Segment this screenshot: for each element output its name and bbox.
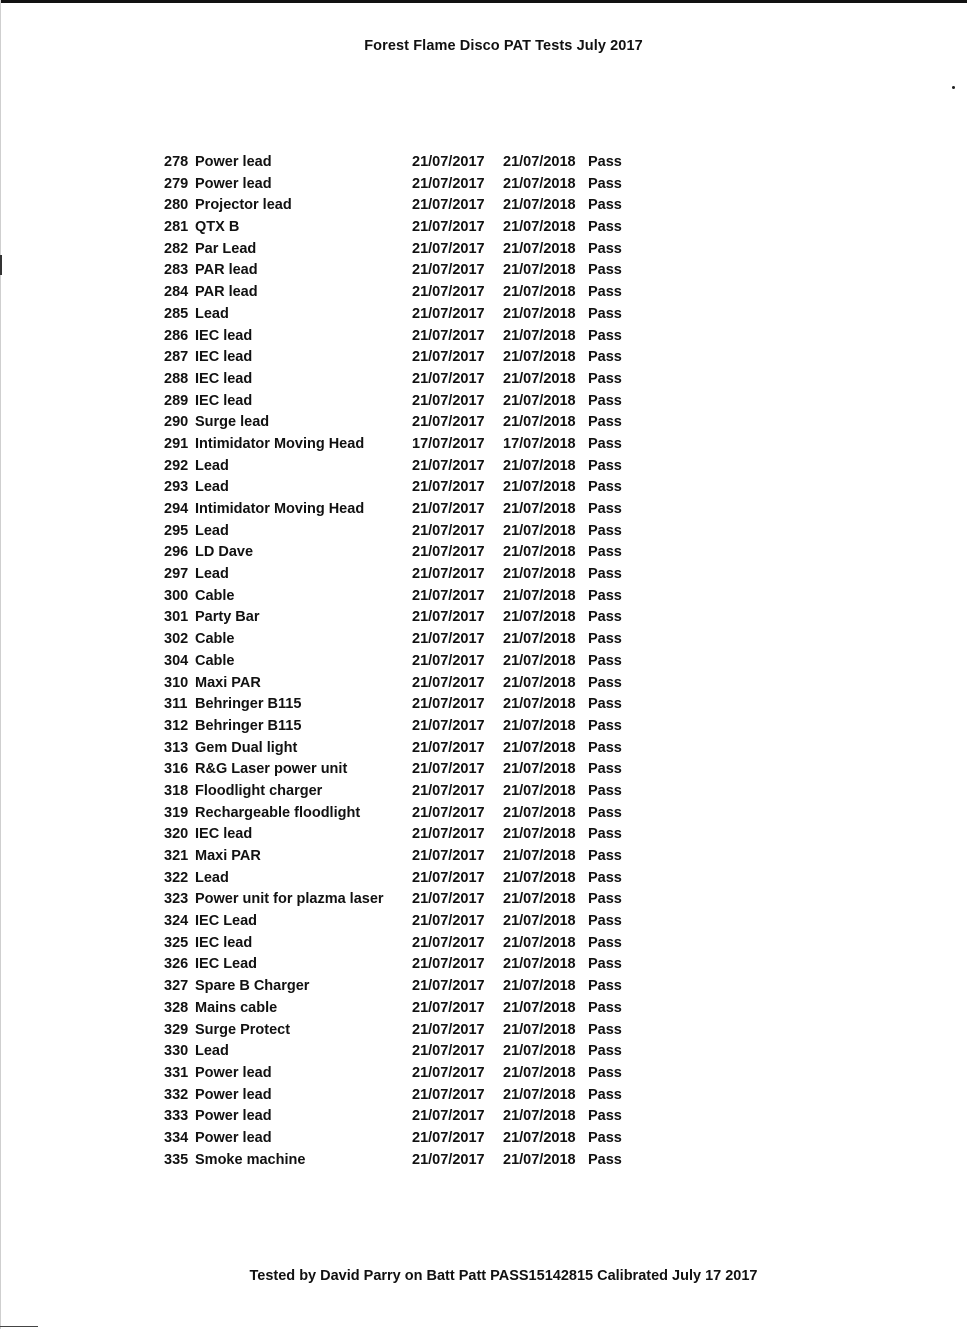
test-result: Pass — [588, 978, 622, 995]
test-result: Pass — [588, 435, 622, 452]
item-number: 331 — [164, 1064, 189, 1081]
item-number: 312 — [164, 717, 189, 734]
test-date: 21/07/2017 — [412, 457, 485, 474]
test-date: 21/07/2017 — [412, 609, 485, 626]
table-row — [164, 846, 624, 868]
test-result: Pass — [588, 219, 622, 236]
item-description: Lead — [195, 869, 229, 886]
retest-date: 21/07/2018 — [503, 999, 576, 1016]
test-date: 21/07/2017 — [412, 717, 485, 734]
item-number: 279 — [164, 175, 189, 192]
test-result: Pass — [588, 457, 622, 474]
test-date: 21/07/2017 — [412, 1064, 485, 1081]
table-row — [164, 412, 624, 434]
item-number: 333 — [164, 1108, 189, 1125]
test-date: 17/07/2017 — [412, 435, 485, 452]
test-date: 21/07/2017 — [412, 349, 485, 366]
table-row — [164, 217, 624, 239]
test-result: Pass — [588, 804, 622, 821]
table-row — [164, 152, 624, 174]
test-date: 21/07/2017 — [412, 370, 485, 387]
test-result: Pass — [588, 674, 622, 691]
test-result: Pass — [588, 197, 622, 214]
item-number: 281 — [164, 219, 189, 236]
table-row — [164, 976, 624, 998]
item-description: Maxi PAR — [195, 848, 261, 864]
test-date: 21/07/2017 — [412, 1021, 485, 1038]
retest-date: 21/07/2018 — [503, 652, 576, 669]
table-row — [164, 824, 624, 846]
test-date: 21/07/2017 — [412, 891, 485, 908]
item-number: 319 — [164, 804, 189, 821]
scan-bottom-mark — [0, 1326, 38, 1327]
table-row — [164, 607, 624, 629]
table-row — [164, 1041, 624, 1063]
test-date: 21/07/2017 — [412, 674, 485, 691]
item-description: Cable — [195, 631, 235, 648]
test-date: 21/07/2017 — [412, 284, 485, 301]
item-description: Intimidator Moving Head — [195, 501, 365, 517]
retest-date: 21/07/2018 — [503, 305, 576, 322]
item-description: Par Lead — [195, 240, 257, 257]
table-row — [164, 195, 624, 217]
item-description: Behringer B115 — [195, 717, 302, 734]
item-number: 296 — [164, 544, 189, 561]
item-number: 288 — [164, 370, 189, 387]
table-row — [164, 673, 624, 695]
test-date: 21/07/2017 — [412, 631, 485, 648]
item-number: 282 — [164, 240, 189, 257]
test-date: 21/07/2017 — [412, 913, 485, 930]
retest-date: 21/07/2018 — [503, 1086, 576, 1103]
test-result: Pass — [588, 913, 622, 930]
test-result: Pass — [588, 566, 622, 583]
item-number: 290 — [164, 414, 189, 431]
item-number: 332 — [164, 1086, 189, 1103]
retest-date: 21/07/2018 — [503, 1129, 576, 1146]
table-row — [164, 868, 624, 890]
item-description: Lead — [195, 479, 229, 496]
retest-date: 21/07/2018 — [503, 739, 576, 756]
retest-date: 21/07/2018 — [503, 761, 576, 778]
test-result: Pass — [588, 1108, 622, 1125]
retest-date: 21/07/2018 — [503, 219, 576, 236]
test-date: 21/07/2017 — [412, 782, 485, 799]
table-row — [164, 586, 624, 608]
test-result: Pass — [588, 327, 622, 344]
item-description: Lead — [195, 1043, 229, 1060]
item-description: Spare B Charger — [195, 978, 310, 995]
item-number: 294 — [164, 501, 189, 517]
table-row — [164, 738, 624, 760]
table-row — [164, 369, 624, 391]
test-result: Pass — [588, 284, 622, 301]
test-result: Pass — [588, 869, 622, 886]
item-number: 325 — [164, 934, 189, 951]
retest-date: 21/07/2018 — [503, 869, 576, 886]
table-row — [164, 933, 624, 955]
item-number: 293 — [164, 479, 189, 496]
table-row — [164, 911, 624, 933]
item-number: 323 — [164, 891, 189, 908]
test-date: 21/07/2017 — [412, 240, 485, 257]
item-description: IEC lead — [195, 370, 253, 387]
test-date: 21/07/2017 — [412, 566, 485, 583]
item-number: 327 — [164, 978, 189, 995]
test-date: 21/07/2017 — [412, 501, 485, 517]
test-result: Pass — [588, 739, 622, 756]
item-number: 310 — [164, 674, 189, 691]
retest-date: 21/07/2018 — [503, 782, 576, 799]
retest-date: 21/07/2018 — [503, 1151, 576, 1168]
test-result: Pass — [588, 1021, 622, 1038]
item-description: Projector lead — [195, 197, 292, 214]
table-row — [164, 477, 624, 499]
table-row — [164, 629, 624, 651]
item-number: 285 — [164, 305, 189, 322]
item-description: IEC Lead — [195, 956, 258, 973]
test-date: 21/07/2017 — [412, 652, 485, 669]
item-number: 335 — [164, 1151, 189, 1168]
item-description: Surge lead — [195, 414, 270, 431]
table-row — [164, 434, 624, 456]
test-date: 21/07/2017 — [412, 392, 485, 409]
test-result: Pass — [588, 175, 622, 192]
table-row — [164, 564, 624, 586]
table-row — [164, 347, 624, 369]
retest-date: 21/07/2018 — [503, 1021, 576, 1038]
item-description: Mains cable — [195, 999, 278, 1016]
table-row — [164, 803, 624, 825]
item-description: Power lead — [195, 1108, 272, 1125]
retest-date: 21/07/2018 — [503, 284, 576, 301]
test-result: Pass — [588, 1043, 622, 1060]
item-number: 320 — [164, 826, 189, 843]
item-number: 311 — [164, 696, 188, 713]
item-description: Power lead — [195, 154, 272, 170]
test-date: 21/07/2017 — [412, 544, 485, 561]
test-date: 21/07/2017 — [412, 999, 485, 1016]
retest-date: 21/07/2018 — [503, 240, 576, 257]
item-number: 330 — [164, 1043, 189, 1060]
test-date: 21/07/2017 — [412, 197, 485, 214]
item-description: Smoke machine — [195, 1151, 306, 1168]
retest-date: 21/07/2018 — [503, 392, 576, 409]
test-result: Pass — [588, 956, 622, 973]
item-number: 318 — [164, 782, 189, 799]
retest-date: 21/07/2018 — [503, 414, 576, 431]
item-number: 304 — [164, 652, 189, 669]
test-date: 21/07/2017 — [412, 869, 485, 886]
item-number: 292 — [164, 457, 189, 474]
test-result: Pass — [588, 934, 622, 951]
test-date: 21/07/2017 — [412, 522, 485, 539]
retest-date: 21/07/2018 — [503, 674, 576, 691]
item-description: QTX B — [195, 219, 240, 236]
table-row — [164, 694, 624, 716]
item-description: Gem Dual light — [195, 739, 298, 756]
table-row — [164, 716, 624, 738]
retest-date: 21/07/2018 — [503, 370, 576, 387]
test-date: 21/07/2017 — [412, 1043, 485, 1060]
item-description: IEC lead — [195, 349, 253, 366]
test-result: Pass — [588, 544, 622, 561]
test-date: 21/07/2017 — [412, 175, 485, 192]
test-date: 21/07/2017 — [412, 956, 485, 973]
item-number: 295 — [164, 522, 189, 539]
item-number: 286 — [164, 327, 189, 344]
item-number: 302 — [164, 631, 189, 648]
retest-date: 21/07/2018 — [503, 696, 576, 713]
retest-date: 21/07/2018 — [503, 913, 576, 930]
test-result: Pass — [588, 522, 622, 539]
page-footer: Tested by David Parry on Batt Patt PASS15142815 Calibrated July 17 2017 — [249, 1268, 758, 1284]
test-date: 21/07/2017 — [412, 414, 485, 431]
retest-date: 21/07/2018 — [503, 1064, 576, 1081]
item-description: Floodlight charger — [195, 782, 323, 799]
item-number: 326 — [164, 956, 189, 973]
retest-date: 21/07/2018 — [503, 1043, 576, 1060]
retest-date: 21/07/2018 — [503, 154, 576, 170]
test-date: 21/07/2017 — [412, 826, 485, 843]
test-result: Pass — [588, 761, 622, 778]
test-date: 21/07/2017 — [412, 262, 485, 279]
table-row — [164, 1020, 624, 1042]
retest-date: 21/07/2018 — [503, 978, 576, 995]
test-result: Pass — [588, 240, 622, 257]
test-result: Pass — [588, 609, 622, 626]
item-number: 283 — [164, 262, 189, 279]
item-description: Lead — [195, 566, 229, 583]
item-description: LD Dave — [195, 544, 254, 561]
test-date: 21/07/2017 — [412, 804, 485, 821]
retest-date: 21/07/2018 — [503, 175, 576, 192]
test-result: Pass — [588, 1064, 622, 1081]
retest-date: 21/07/2018 — [503, 544, 576, 561]
item-number: 278 — [164, 154, 189, 170]
item-number: 297 — [164, 566, 189, 583]
retest-date: 21/07/2018 — [503, 956, 576, 973]
test-date: 21/07/2017 — [412, 479, 485, 496]
test-result: Pass — [588, 999, 622, 1016]
item-description: Lead — [195, 305, 229, 322]
scan-top-edge — [0, 0, 967, 3]
item-description: Rechargeable floodlight — [195, 804, 361, 821]
retest-date: 21/07/2018 — [503, 566, 576, 583]
test-result: Pass — [588, 479, 622, 496]
item-number: 284 — [164, 284, 189, 301]
item-number: 334 — [164, 1129, 189, 1146]
item-description: IEC lead — [195, 392, 253, 409]
item-number: 322 — [164, 869, 189, 886]
test-date: 21/07/2017 — [412, 305, 485, 322]
table-row — [164, 521, 624, 543]
test-result: Pass — [588, 891, 622, 908]
item-description: Power lead — [195, 1129, 272, 1146]
test-result: Pass — [588, 587, 622, 604]
item-description: Party Bar — [195, 609, 260, 626]
test-result: Pass — [588, 370, 622, 387]
test-date: 21/07/2017 — [412, 587, 485, 604]
item-description: Maxi PAR — [195, 674, 261, 691]
table-row — [164, 889, 624, 911]
test-result: Pass — [588, 414, 622, 431]
table-row — [164, 1106, 624, 1128]
test-date: 21/07/2017 — [412, 696, 485, 713]
test-date: 21/07/2017 — [412, 327, 485, 344]
item-number: 280 — [164, 197, 189, 214]
item-description: IEC Lead — [195, 913, 258, 930]
table-row — [164, 1085, 624, 1107]
item-description: Behringer B115 — [195, 696, 302, 713]
item-description: Power lead — [195, 1064, 272, 1081]
item-number: 313 — [164, 739, 189, 756]
item-description: IEC lead — [195, 327, 253, 344]
test-result: Pass — [588, 305, 622, 322]
test-date: 21/07/2017 — [412, 978, 485, 995]
test-date: 21/07/2017 — [412, 934, 485, 951]
retest-date: 21/07/2018 — [503, 479, 576, 496]
test-result: Pass — [588, 826, 622, 843]
test-result: Pass — [588, 1086, 622, 1103]
test-result: Pass — [588, 1151, 622, 1168]
item-number: 328 — [164, 999, 189, 1016]
retest-date: 21/07/2018 — [503, 197, 576, 214]
item-description: IEC lead — [195, 934, 253, 951]
page-title: Forest Flame Disco PAT Tests July 2017 — [364, 38, 643, 54]
table-row — [164, 239, 624, 261]
item-number: 300 — [164, 587, 189, 604]
item-description: Cable — [195, 652, 235, 669]
table-row — [164, 391, 624, 413]
item-description: Power lead — [195, 1086, 272, 1103]
item-number: 287 — [164, 349, 189, 366]
test-result: Pass — [588, 1129, 622, 1146]
item-description: IEC lead — [195, 826, 253, 843]
test-result: Pass — [588, 349, 622, 366]
retest-date: 17/07/2018 — [503, 435, 576, 452]
item-number: 321 — [164, 848, 189, 864]
test-result: Pass — [588, 262, 622, 279]
test-date: 21/07/2017 — [412, 154, 485, 170]
test-date: 21/07/2017 — [412, 739, 485, 756]
item-number: 289 — [164, 392, 189, 409]
retest-date: 21/07/2018 — [503, 934, 576, 951]
scan-left-mark — [0, 255, 2, 275]
item-description: PAR lead — [195, 284, 258, 301]
retest-date: 21/07/2018 — [503, 587, 576, 604]
table-row — [164, 456, 624, 478]
test-date: 21/07/2017 — [412, 1108, 485, 1125]
test-result: Pass — [588, 696, 622, 713]
retest-date: 21/07/2018 — [503, 804, 576, 821]
pat-test-table — [164, 152, 624, 1171]
retest-date: 21/07/2018 — [503, 1108, 576, 1125]
table-row — [164, 542, 624, 564]
table-row — [164, 174, 624, 196]
scan-left-edge — [0, 0, 1, 1329]
table-row — [164, 260, 624, 282]
retest-date: 21/07/2018 — [503, 717, 576, 734]
test-result: Pass — [588, 717, 622, 734]
table-row — [164, 499, 624, 521]
item-description: Lead — [195, 457, 229, 474]
retest-date: 21/07/2018 — [503, 826, 576, 843]
test-result: Pass — [588, 501, 622, 517]
table-row — [164, 1150, 624, 1172]
item-number: 329 — [164, 1021, 189, 1038]
item-description: Lead — [195, 522, 229, 539]
test-result: Pass — [588, 154, 622, 170]
table-row — [164, 759, 624, 781]
table-row — [164, 326, 624, 348]
retest-date: 21/07/2018 — [503, 501, 576, 517]
item-number: 291 — [164, 435, 189, 452]
test-result: Pass — [588, 392, 622, 409]
test-date: 21/07/2017 — [412, 1086, 485, 1103]
item-description: Cable — [195, 587, 235, 604]
item-number: 301 — [164, 609, 189, 626]
retest-date: 21/07/2018 — [503, 349, 576, 366]
table-row — [164, 998, 624, 1020]
retest-date: 21/07/2018 — [503, 891, 576, 908]
item-description: Surge Protect — [195, 1021, 291, 1038]
retest-date: 21/07/2018 — [503, 327, 576, 344]
item-number: 324 — [164, 913, 189, 930]
item-number: 316 — [164, 761, 189, 778]
table-row — [164, 1063, 624, 1085]
test-result: Pass — [588, 652, 622, 669]
test-result: Pass — [588, 631, 622, 648]
test-date: 21/07/2017 — [412, 219, 485, 236]
table-row — [164, 304, 624, 326]
test-result: Pass — [588, 848, 622, 864]
test-date: 21/07/2017 — [412, 761, 485, 778]
retest-date: 21/07/2018 — [503, 848, 576, 864]
item-description: Power unit for plazma laser — [195, 891, 384, 908]
retest-date: 21/07/2018 — [503, 609, 576, 626]
item-description: PAR lead — [195, 262, 258, 279]
retest-date: 21/07/2018 — [503, 262, 576, 279]
item-description: Intimidator Moving Head — [195, 435, 365, 452]
test-date: 21/07/2017 — [412, 848, 485, 864]
retest-date: 21/07/2018 — [503, 522, 576, 539]
scan-speck — [952, 86, 955, 89]
item-description: R&G Laser power unit — [195, 761, 348, 778]
test-date: 21/07/2017 — [412, 1129, 485, 1146]
table-row — [164, 781, 624, 803]
table-row — [164, 954, 624, 976]
table-row — [164, 282, 624, 304]
item-description: Power lead — [195, 175, 272, 192]
test-result: Pass — [588, 782, 622, 799]
test-date: 21/07/2017 — [412, 1151, 485, 1168]
table-row — [164, 1128, 624, 1150]
retest-date: 21/07/2018 — [503, 457, 576, 474]
retest-date: 21/07/2018 — [503, 631, 576, 648]
table-row — [164, 651, 624, 673]
